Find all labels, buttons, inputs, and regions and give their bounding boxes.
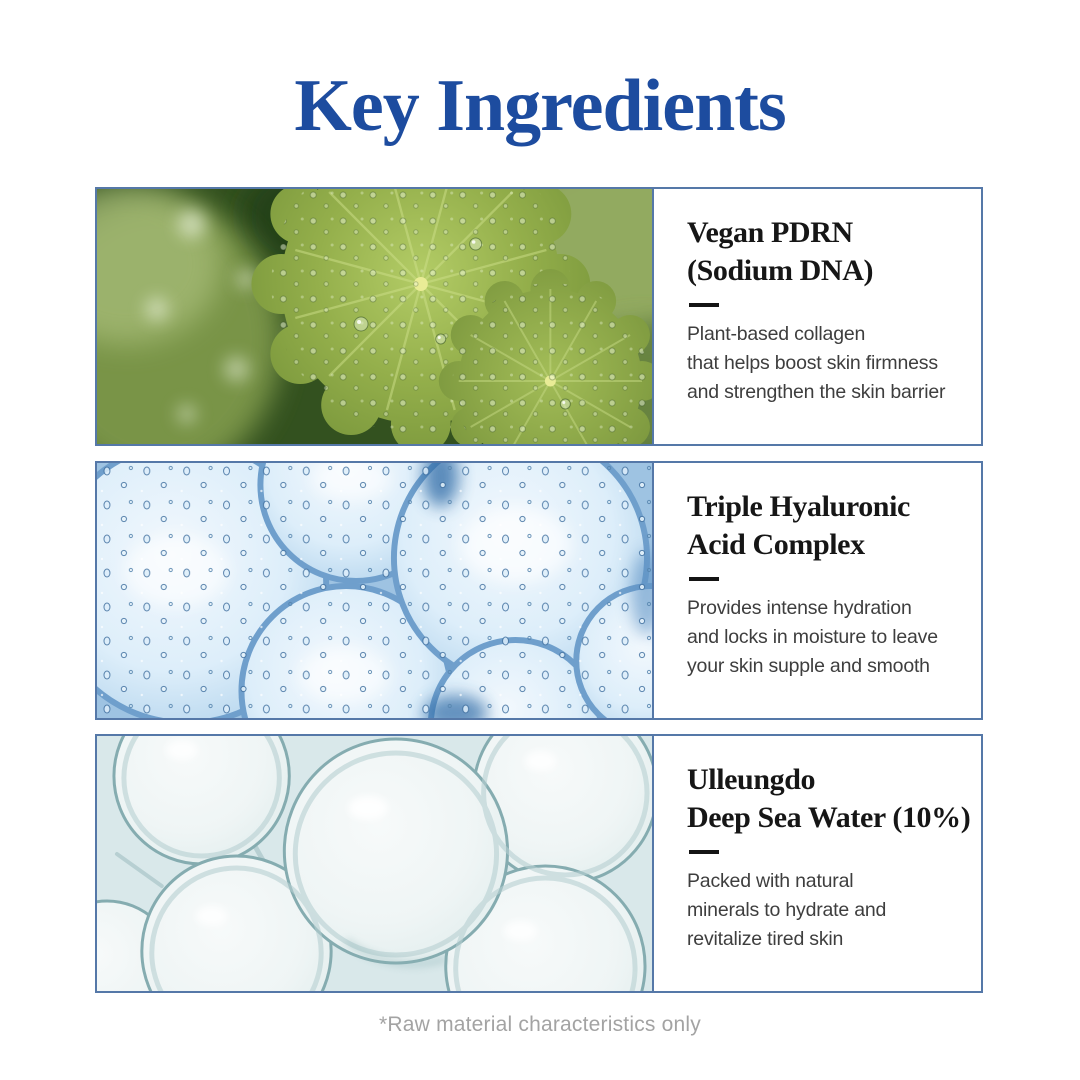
card-text-hyaluronic [654, 463, 981, 718]
ingredient-description [687, 594, 967, 681]
divider-dash [689, 303, 719, 307]
ingredient-card-vegan-pdrn [95, 187, 983, 446]
ingredient-heading [687, 214, 967, 290]
page-title: Key Ingredients [294, 65, 786, 147]
description-line: Provides intense hydration [687, 597, 912, 619]
description-line: Plant-based collagen [687, 323, 866, 345]
description-line: Packed with natural [687, 870, 854, 892]
heading-line: (Sodium DNA) [687, 254, 874, 287]
ingredient-description [687, 320, 967, 407]
heading-line: Triple Hyaluronic [687, 490, 910, 523]
divider-dash [689, 850, 719, 854]
card-text-vegan-pdrn [654, 189, 981, 444]
ingredient-heading [687, 488, 967, 564]
description-line: your skin supple and smooth [687, 655, 930, 677]
divider-dash [689, 577, 719, 581]
description-line: that helps boost skin firmness [687, 352, 938, 374]
gel-bubbles-illustration [97, 463, 652, 718]
description-line: and strengthen the skin barrier [687, 381, 946, 403]
heading-line: Ulleungdo [687, 763, 816, 796]
heading-line: Vegan PDRN [687, 216, 853, 249]
water-spheres-illustration [97, 736, 652, 991]
ingredient-heading [687, 761, 971, 837]
heading-line: Deep Sea Water (10%) [687, 801, 971, 834]
ingredient-description [687, 867, 967, 954]
description-line: and locks in moisture to leave [687, 626, 938, 648]
water-spheres-photo [97, 736, 654, 991]
centella-leaves-photo [97, 189, 654, 444]
description-line: minerals to hydrate and [687, 899, 887, 921]
footnote-text: *Raw material characteristics only [379, 1013, 701, 1036]
centella-leaves-illustration [97, 189, 652, 444]
description-line: revitalize tired skin [687, 928, 844, 950]
ingredient-card-deep-sea-water [95, 734, 983, 993]
heading-line: Acid Complex [687, 528, 865, 561]
ingredient-card-hyaluronic [95, 461, 983, 720]
card-text-deep-sea-water [654, 736, 981, 991]
hyaluronic-gel-photo [97, 463, 654, 718]
